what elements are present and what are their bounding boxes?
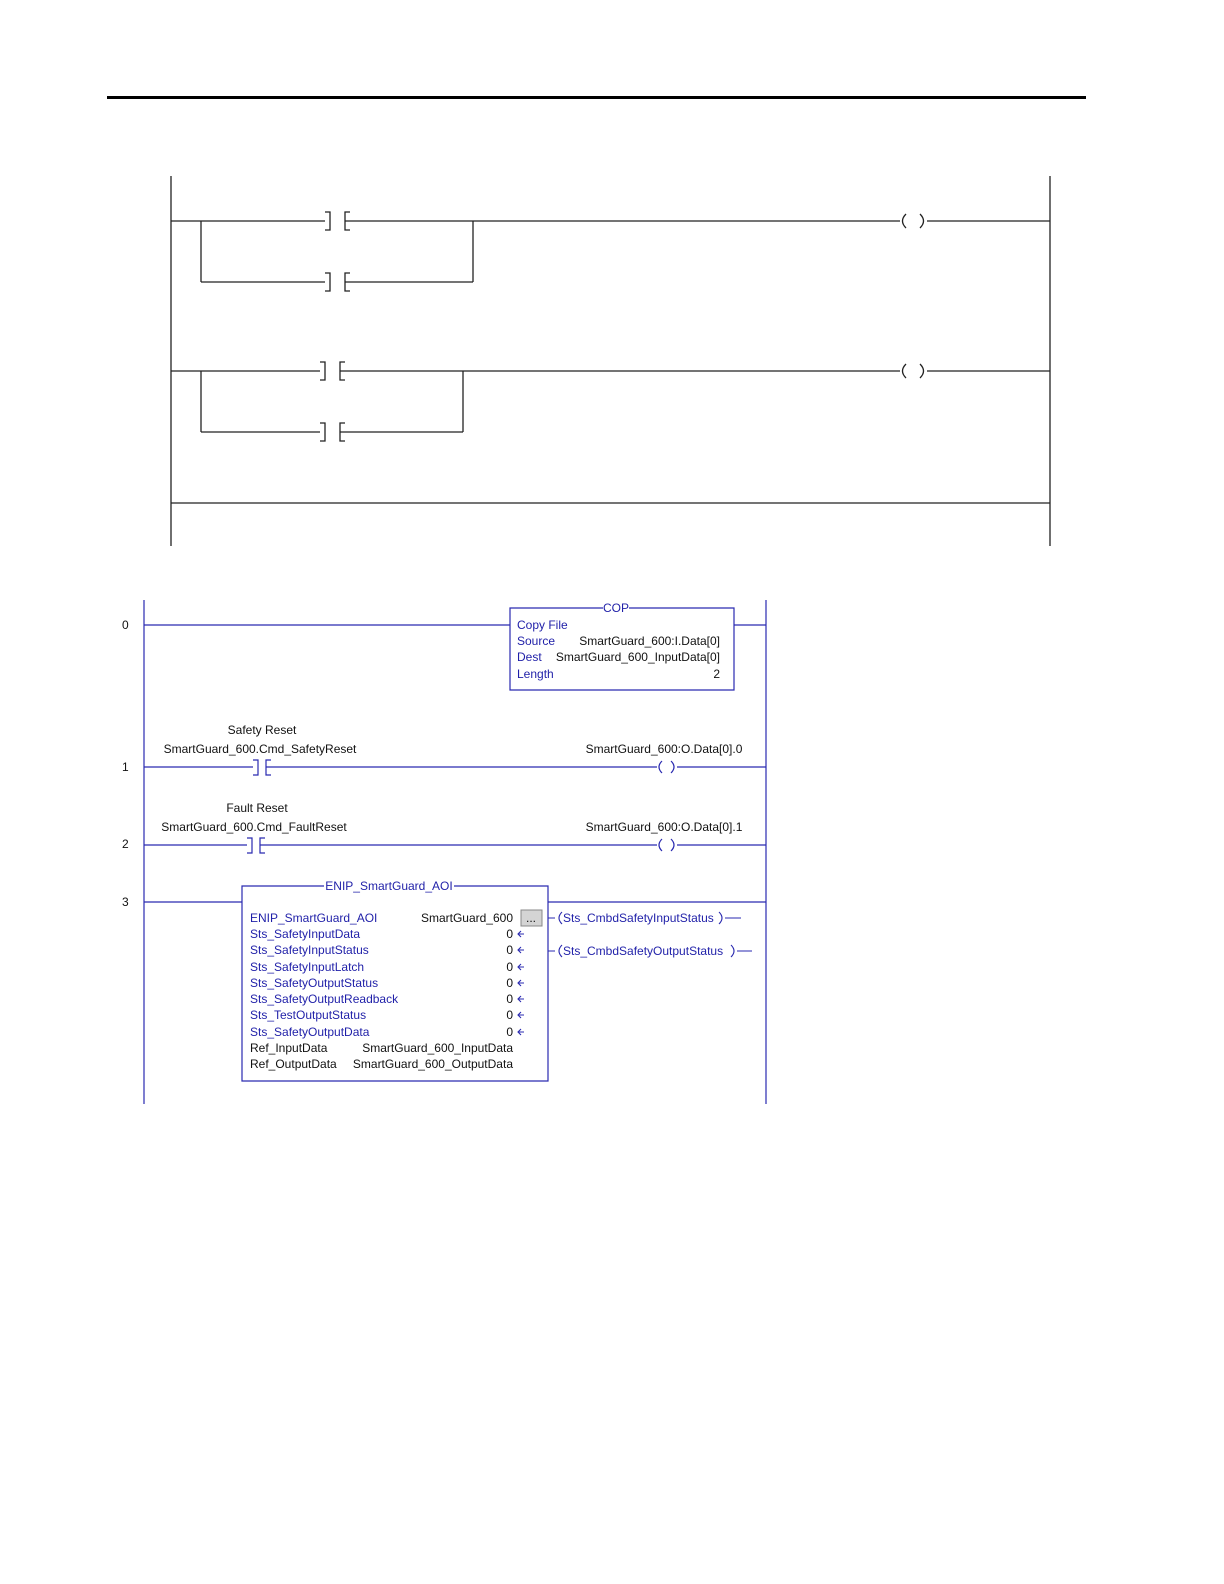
arrow-left-icons: [518, 931, 524, 1035]
rung-0[interactable]: [122, 601, 766, 690]
contact-tag[interactable]: SmartGuard_600.Cmd_FaultReset: [161, 820, 347, 834]
output-pin-tag[interactable]: Sts_CmbdSafetyOutputStatus: [563, 944, 724, 958]
aoi-param-value: 0: [506, 976, 513, 990]
ote-coil-left: [659, 761, 662, 773]
cop-line-label: Copy File: [517, 618, 568, 632]
output-pin-right: [731, 945, 752, 957]
ote-coil-left: [659, 839, 662, 851]
ote-coil-right: [671, 761, 674, 773]
aoi-param-value: 0: [506, 1025, 513, 1039]
aoi-param-value: 0: [506, 1008, 513, 1022]
rung-1[interactable]: [122, 723, 766, 775]
aoi-ref-value[interactable]: SmartGuard_600_OutputData: [352, 1057, 513, 1071]
aoi-param-label: Sts_SafetyOutputData: [250, 1025, 370, 1039]
rung-number: 3: [122, 895, 129, 909]
cop-source-value[interactable]: SmartGuard_600:I.Data[0]: [579, 634, 720, 648]
cop-dest-value[interactable]: SmartGuard_600_InputData[0]: [555, 650, 720, 664]
aoi-ref-label: Ref_OutputData: [250, 1057, 337, 1071]
aoi-name-label: ENIP_SmartGuard_AOI: [250, 911, 378, 925]
output-pin-right: [719, 912, 741, 924]
rung-number: 0: [122, 618, 129, 632]
rung-2[interactable]: [122, 801, 766, 853]
output-pin-left: [548, 912, 562, 924]
coil-tag[interactable]: SmartGuard_600:O.Data[0].1: [585, 820, 743, 834]
aoi-param-label: Sts_SafetyInputStatus: [250, 943, 369, 957]
aoi-title: ENIP_SmartGuard_AOI: [325, 879, 453, 893]
cop-line-label: Source: [517, 634, 556, 648]
cop-length-value[interactable]: 2: [713, 667, 720, 681]
output-pin-left: [548, 945, 562, 957]
arrow-left-icon: [518, 980, 524, 986]
contact-description: Safety Reset: [227, 723, 297, 737]
aoi-param-label: Sts_TestOutputStatus: [250, 1008, 367, 1022]
coil-tag[interactable]: SmartGuard_600:O.Data[0].0: [585, 742, 743, 756]
aoi-param-label: Sts_SafetyOutputStatus: [250, 976, 379, 990]
aoi-param-value: 0: [506, 992, 513, 1006]
aoi-param-value: 0: [506, 943, 513, 957]
aoi-param-label: Sts_SafetyInputData: [250, 927, 361, 941]
aoi-ref-value[interactable]: SmartGuard_600_InputData: [362, 1041, 513, 1055]
aoi-param-value: 0: [506, 927, 513, 941]
browse-button-label[interactable]: ...: [525, 911, 537, 925]
arrow-left-icon: [518, 947, 524, 953]
rung-number: 2: [122, 837, 129, 851]
arrow-left-icon: [518, 931, 524, 937]
xic-contact-left: [247, 838, 252, 853]
cop-line-label: Length: [517, 667, 554, 681]
contact-tag[interactable]: SmartGuard_600.Cmd_SafetyReset: [163, 742, 357, 756]
contact-description: Fault Reset: [226, 801, 288, 815]
aoi-param-value: 0: [506, 960, 513, 974]
arrow-left-icon: [518, 1029, 524, 1035]
xic-contact-left: [253, 760, 258, 775]
rung-number: 1: [122, 760, 129, 774]
cop-title: COP: [602, 601, 630, 615]
cop-line-label: Dest: [517, 650, 542, 664]
ote-coil-right: [671, 839, 674, 851]
rung-3[interactable]: [122, 879, 766, 1081]
aoi-param-label: Sts_SafetyInputLatch: [250, 960, 365, 974]
aoi-param-label: Sts_SafetyOutputReadback: [250, 992, 399, 1006]
arrow-left-icon: [518, 996, 524, 1002]
output-pin-tag[interactable]: Sts_CmbdSafetyInputStatus: [563, 911, 714, 925]
arrow-left-icon: [518, 1012, 524, 1018]
aoi-name-value[interactable]: SmartGuard_600: [420, 911, 513, 925]
aoi-ref-label: Ref_InputData: [250, 1041, 328, 1055]
arrow-left-icon: [518, 964, 524, 970]
